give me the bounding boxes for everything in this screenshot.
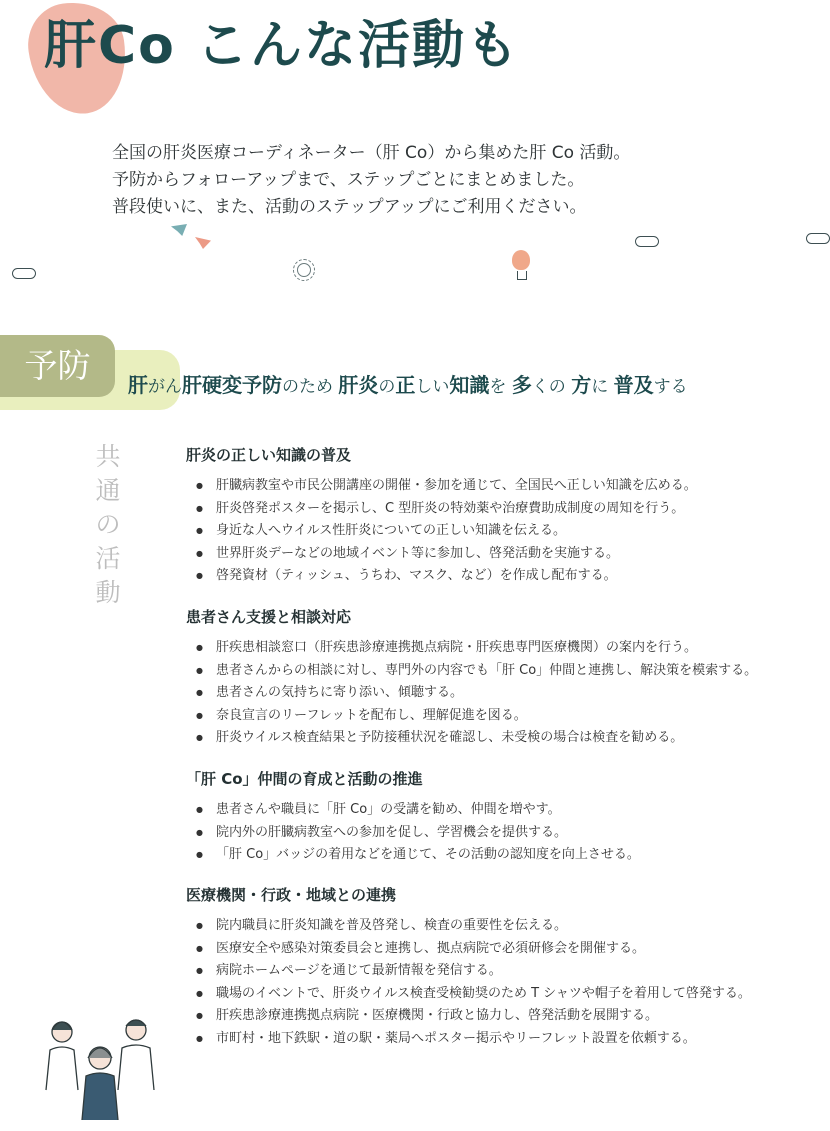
- section-heading: 医療機関・行政・地域との連携: [186, 886, 397, 904]
- section-kanco-peers: [186, 768, 640, 867]
- list-item: ● 奈良宣言のリーフレットを配布し、理解促進を図る。: [186, 705, 757, 728]
- list-item: ● 肝臓病教室や市民公開講座の開催・参加を通じて、全国民へ正しい知識を広める。: [186, 475, 697, 498]
- tagline-segment: のため: [282, 377, 339, 397]
- list-item: ● 医療安全や感染対策委員会と連携し、拠点病院で必須研修会を開催する。: [186, 938, 751, 961]
- cloud-decoration: [806, 233, 830, 244]
- list-item: ● 病院ホームページを通じて最新情報を発信する。: [186, 960, 751, 983]
- tagline-segment: を: [489, 377, 512, 397]
- list-item: ● 啓発資材（ティッシュ、うちわ、マスク、など）を作成し配布する。: [186, 565, 697, 588]
- tagline-segment: くの: [531, 377, 572, 397]
- section-heading: 患者さん支援と相談対応: [186, 608, 352, 626]
- side-label-char: 活: [95, 544, 121, 573]
- side-label-char: の: [95, 510, 121, 539]
- tagline-segment: する: [653, 377, 688, 397]
- list-item: ● 市町村・地下鉄駅・道の駅・薬局へポスター掲示やリーフレット設置を依頼する。: [186, 1028, 751, 1051]
- section-collaboration: [186, 884, 751, 1050]
- tagline-segment: しい: [415, 377, 450, 397]
- intro-line: 予防からフォローアップまで、ステップごとにまとめました。: [112, 170, 585, 190]
- tagline-segment: に: [591, 377, 614, 397]
- list-item: ● 肝炎啓発ポスターを掲示し、C 型肝炎の特効薬や治療費助成制度の周知を行う。: [186, 498, 697, 521]
- section-heading: 「肝 Co」仲間の育成と活動の推進: [186, 770, 423, 788]
- section-heading: 肝炎の正しい知識の普及: [186, 446, 352, 464]
- list-item: ● 職場のイベントで、肝炎ウイルス検査受検勧奨のため T シャツや帽子を着用して啓発する。: [186, 983, 751, 1006]
- bird-icon: [171, 224, 187, 236]
- intro-text: [112, 140, 732, 221]
- cloud-decoration: [635, 236, 659, 247]
- side-label-char: 通: [95, 476, 121, 505]
- intro-line: 全国の肝炎医療コーディネーター（肝 Co）から集めた肝 Co 活動。: [112, 143, 631, 163]
- list-item: ● 院内職員に肝炎知識を普及啓発し、検査の重要性を伝える。: [186, 915, 751, 938]
- list-item: ● 患者さんからの相談に対し、専門外の内容でも「肝 Co」仲間と連携し、解決策を模索する。: [186, 660, 757, 683]
- activity-list: [186, 799, 640, 867]
- tagline-segment: 知識: [449, 373, 490, 397]
- tagline-segment: 肝: [128, 373, 148, 397]
- tagline-segment: 正: [395, 373, 416, 397]
- list-item: ● 身近な人へウイルス性肝炎についての正しい知識を伝える。: [186, 520, 697, 543]
- sun-icon: [297, 263, 311, 277]
- list-item: ● 肝炎ウイルス検査結果と予防接種状況を確認し、未受検の場合は検査を勧める。: [186, 727, 757, 750]
- activity-list: [186, 637, 757, 750]
- list-item: ● 患者さんの気持ちに寄り添い、傾聴する。: [186, 682, 757, 705]
- medical-staff-illustration: [38, 1010, 168, 1122]
- tagline-segment: の: [378, 377, 396, 397]
- section-knowledge: [186, 444, 697, 588]
- tagline-segment: 多: [511, 373, 532, 397]
- category-tagline: [128, 371, 688, 401]
- bird-icon: [195, 237, 211, 249]
- tagline-segment: 肝硬変予防: [182, 373, 282, 397]
- page-title: 肝Co こんな活動も: [44, 16, 520, 76]
- intro-line: 普段使いに、また、活動のステップアップにご利用ください。: [112, 197, 587, 217]
- activity-list: [186, 475, 697, 588]
- list-item: ● 院内外の肝臓病教室への参加を促し、学習機会を提供する。: [186, 822, 640, 845]
- tagline-segment: 普及: [613, 373, 654, 397]
- list-item: ● 肝疾患診療連携拠点病院・医療機関・行政と協力し、啓発活動を展開する。: [186, 1005, 751, 1028]
- list-item: ● 「肝 Co」バッジの着用などを通じて、その活動の認知度を向上させる。: [186, 844, 640, 867]
- tagline-segment: 肝炎: [338, 373, 379, 397]
- side-label-char: 動: [95, 578, 121, 607]
- activity-list: [186, 915, 751, 1050]
- list-item: ● 肝疾患相談窓口（肝疾患診療連携拠点病院・肝疾患専門医療機関）の案内を行う。: [186, 637, 757, 660]
- category-tab: 予防: [0, 335, 115, 397]
- hot-air-balloon-icon: [512, 250, 530, 270]
- list-item: ● 世界肝炎デーなどの地域イベント等に参加し、啓発活動を実施する。: [186, 543, 697, 566]
- common-activities-label: [92, 440, 124, 610]
- list-item: ● 患者さんや職員に「肝 Co」の受講を勧め、仲間を増やす。: [186, 799, 640, 822]
- tagline-segment: がん: [148, 377, 182, 397]
- section-patient-support: [186, 606, 757, 750]
- tagline-segment: 方: [571, 373, 592, 397]
- side-label-char: 共: [95, 442, 121, 471]
- cloud-decoration: [12, 268, 36, 279]
